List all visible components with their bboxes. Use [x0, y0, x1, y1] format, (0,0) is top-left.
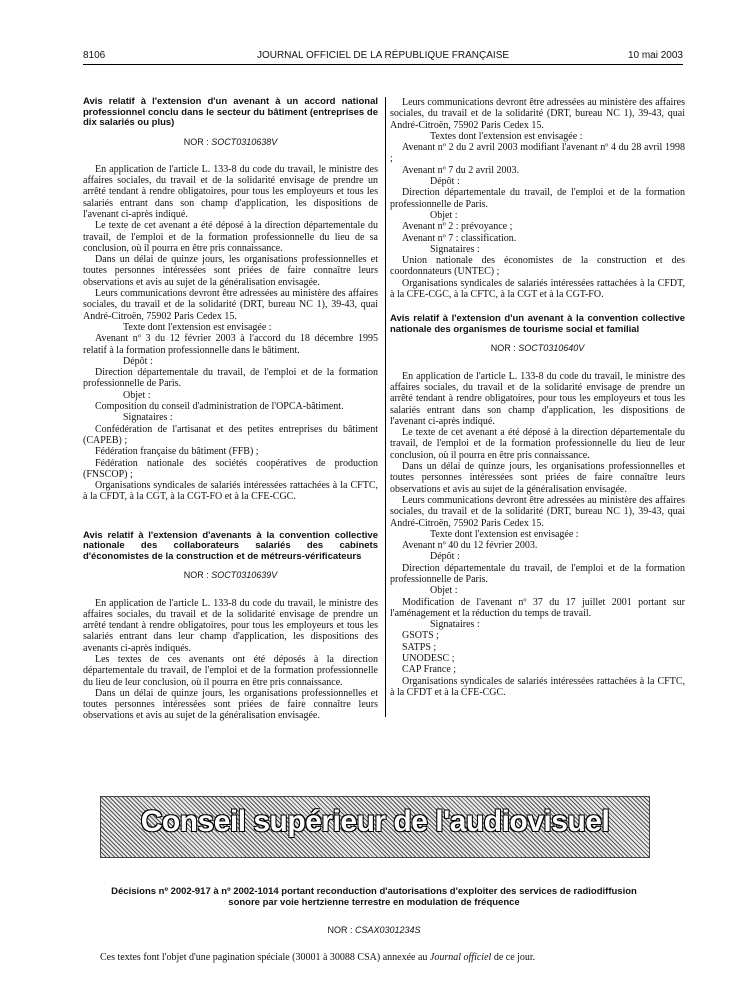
- texte-label: Textes dont l'extension est envisagée :: [430, 130, 583, 142]
- right-column: [390, 97, 685, 698]
- paragraph: Dans un délai de quinze jours, les organisations professionnelles et toutes personnes intéressées sont priées de faire connaître leurs observations et avis au sujet de la généralisation envisagée.: [83, 254, 378, 288]
- signataires-label: Signataires :: [123, 412, 173, 424]
- nor-label: NOR :: [183, 136, 209, 147]
- signataire-item: UNODESC ;: [402, 653, 455, 665]
- depot-label: Dépôt :: [430, 551, 460, 563]
- objet-value: Avenant nº 7 : classification.: [402, 232, 517, 244]
- paragraph: En application de l'article L. 133-8 du code du travail, le ministre des affaires sociales, du travail et de la solidarité envisage de prendre un arrêté tendant à rendre obligatoires, pour tous les employeurs et tous les salariés entrant dans son champ d'application, les dispositions de l'avenant ci-après indiqué.: [390, 370, 685, 427]
- texte-value: Avenant nº 2 du 2 avril 2003 modifiant l'avenant nº 4 du 28 avril 1998 ;: [390, 142, 685, 165]
- journal-name: Journal officiel: [429, 952, 492, 963]
- objet-label: Objet :: [430, 209, 458, 221]
- issue-date: 10 mai 2003: [627, 50, 683, 61]
- texte-value: Avenant nº 3 du 12 février 2003 à l'accord du 18 décembre 1995 relatif à la formation professionnelle dans le bâtiment.: [83, 333, 378, 356]
- page-header: [83, 50, 683, 65]
- signataires-label: Signataires :: [430, 619, 480, 631]
- paragraph: Le texte de cet avenant a été déposé à la direction départementale du travail, de l'emploi et de la formation professionnelle du lieu de leur conclusion, où il pourra en être pris connaissance.: [390, 427, 685, 461]
- texte-value: Avenant nº 40 du 12 février 2003.: [402, 540, 538, 552]
- nor-reference: [390, 343, 685, 354]
- depot-label: Dépôt :: [430, 176, 460, 188]
- notice-title: Avis relatif à l'extension d'un avenant à la convention collective nationale des organismes de tourisme social et familial: [390, 313, 685, 335]
- nor-label: NOR :: [490, 343, 516, 354]
- nor-code: SOCT0310638V: [211, 136, 278, 147]
- nor-reference: [83, 137, 378, 148]
- signataire-item: SATPS ;: [402, 641, 437, 653]
- signataire-item: Organisations syndicales de salariés intéressées rattachées à la CFTC, à la CFDT et à la CFE-CGC.: [390, 675, 685, 698]
- banner-title: Conseil supérieur de l'audiovisuel: [140, 805, 610, 838]
- texte-label: Texte dont l'extension est envisagée :: [123, 321, 272, 333]
- paragraph: Leurs communications devront être adressées au ministère des affaires sociales, du travail et de la solidarité (DRT, bureau NC 1), 39-43, quai André-Citroën, 75902 Paris Cedex 15.: [83, 288, 378, 322]
- nor-label: NOR :: [327, 925, 353, 935]
- signataire-item: Organisations syndicales de salariés intéressées rattachées à la CFTC, à la CFDT, à la CGT, à la CGT-FO et à la CFE-CGC.: [83, 480, 378, 503]
- paragraph: Les textes de ces avenants ont été déposés à la direction départementale du travail, de l'emploi et de la formation professionnelle du lieu de leur conclusion, où il pourra en être pris connaissance.: [83, 653, 378, 688]
- left-column: [83, 97, 378, 722]
- paragraph: Leurs communications devront être adressées au ministère des affaires sociales, du travail et de la solidarité (DRT, bureau NC 1), 39-43, quai André-Citroën, 75902 Paris Cedex 15.: [390, 494, 685, 529]
- notice-title: Avis relatif à l'extension d'avenants à la convention collective nationale des collaborateurs salariés des cabinets d'économistes de la construction et de métreurs-vérificateurs: [83, 529, 378, 562]
- note-text-start: Ces textes font l'objet d'une pagination spéciale (30001 à 30088 CSA) annexée au: [100, 952, 430, 963]
- depot-value: Direction départementale du travail, de l'emploi et de la formation professionnelle de Paris.: [390, 562, 685, 585]
- paragraph: Dans un délai de quinze jours, les organisations professionnelles et toutes personnes intéressées sont priées de faire connaître leurs observations et avis au sujet de la généralisation envisagée.: [390, 461, 685, 495]
- paragraph: Dans un délai de quinze jours, les organisations professionnelles et toutes personnes intéressées sont priées de faire connaître leurs observations et avis au sujet de la généralisation envisagée.: [83, 687, 378, 722]
- signataire-item: Union nationale des économistes de la construction et des coordonnateurs (UNTEC) ;: [390, 255, 685, 278]
- paragraph: Leurs communications devront être adressées au ministère des affaires sociales, du travail et de la solidarité (DRT, bureau NC 1), 39-43, quai André-Citroën, 75902 Paris Cedex 15.: [390, 97, 685, 131]
- nor-label: NOR :: [183, 570, 209, 581]
- decision-title: Décisions nº 2002-917 à nº 2002-1014 portant reconduction d'autorisations d'exploiter des services de radiodiffusion sonore par voie hertzienne terrestre en modulation de fréquence: [111, 886, 637, 908]
- texte-value: Avenant nº 7 du 2 avril 2003.: [402, 164, 520, 176]
- nor-code: SOCT0310640V: [518, 343, 585, 354]
- signataires-label: Signataires :: [430, 243, 480, 255]
- paragraph: En application de l'article L. 133-8 du code du travail, le ministre des affaires sociales, du travail et de la solidarité envisage de prendre un arrêté tendant à rendre obligatoires, pour tous les employeurs et tous les salariés entrant dans son champ d'application, les dispositions de l'avenant ci-après indiqué.: [83, 163, 378, 220]
- paragraph: En application de l'article L. 133-8 du code du travail, le ministre des affaires sociales, du travail et de la solidarité envisage de prendre un arrêté tendant à rendre obligatoires, pour tous les employeurs et tous les salariés entrant dans leur champ d'application, les dispositions des avenants ci-après indiqués.: [83, 597, 378, 654]
- depot-label: Dépôt :: [123, 355, 153, 367]
- objet-label: Objet :: [430, 585, 458, 597]
- nor-code: SOCT0310639V: [211, 570, 278, 581]
- signataire-item: Confédération de l'artisanat et des petites entreprises du bâtiment (CAPEB) ;: [83, 423, 378, 446]
- texte-label: Texte dont l'extension est envisagée :: [430, 528, 579, 540]
- nor-reference: [100, 925, 648, 935]
- notice-title: Avis relatif à l'extension d'un avenant à un accord national professionnel conclu dans le secteur du bâtiment (entreprises de dix salariés ou plus): [83, 96, 378, 128]
- signataire-item: Fédération française du bâtiment (FFB) ;: [95, 446, 259, 458]
- signataire-item: Organisations syndicales de salariés intéressées rattachées à la CFDT, à la CFE-CGC, à la CFTC, à la CGT et à la CGT-FO.: [390, 277, 685, 301]
- section-banner: [100, 796, 650, 858]
- journal-title: JOURNAL OFFICIEL DE LA RÉPUBLIQUE FRANÇAISE: [256, 50, 510, 61]
- paragraph: Le texte de cet avenant a été déposé à la direction départementale du travail, de l'emploi et de la formation professionnelle du lieu de sa conclusion, où il pourra en être pris connaissance.: [83, 220, 378, 254]
- objet-label: Objet :: [123, 389, 151, 401]
- signataire-item: Fédération nationale des sociétés coopératives de production (FNSCOP) ;: [83, 457, 378, 480]
- column-divider: [385, 97, 386, 717]
- objet-value: Avenant nº 2 : prévoyance ;: [402, 221, 513, 233]
- nor-reference: [83, 570, 378, 581]
- note-text-end: de ce jour.: [491, 952, 536, 963]
- objet-value: Modification de l'avenant nº 37 du 17 juillet 2001 portant sur l'aménagement et la réduction du temps de travail.: [390, 596, 685, 619]
- signataire-item: GSOTS ;: [402, 630, 439, 642]
- page-number: 8106: [83, 50, 106, 61]
- decision-note: [100, 952, 648, 963]
- depot-value: Direction départementale du travail, de l'emploi et de la formation professionnelle de Paris.: [83, 367, 378, 390]
- objet-value: Composition du conseil d'administration de l'OPCA-bâtiment.: [95, 401, 344, 413]
- depot-value: Direction départementale du travail, de l'emploi et de la formation professionnelle de Paris.: [390, 187, 685, 210]
- signataire-item: CAP France ;: [402, 664, 457, 676]
- nor-code: CSAX0301234S: [354, 925, 421, 935]
